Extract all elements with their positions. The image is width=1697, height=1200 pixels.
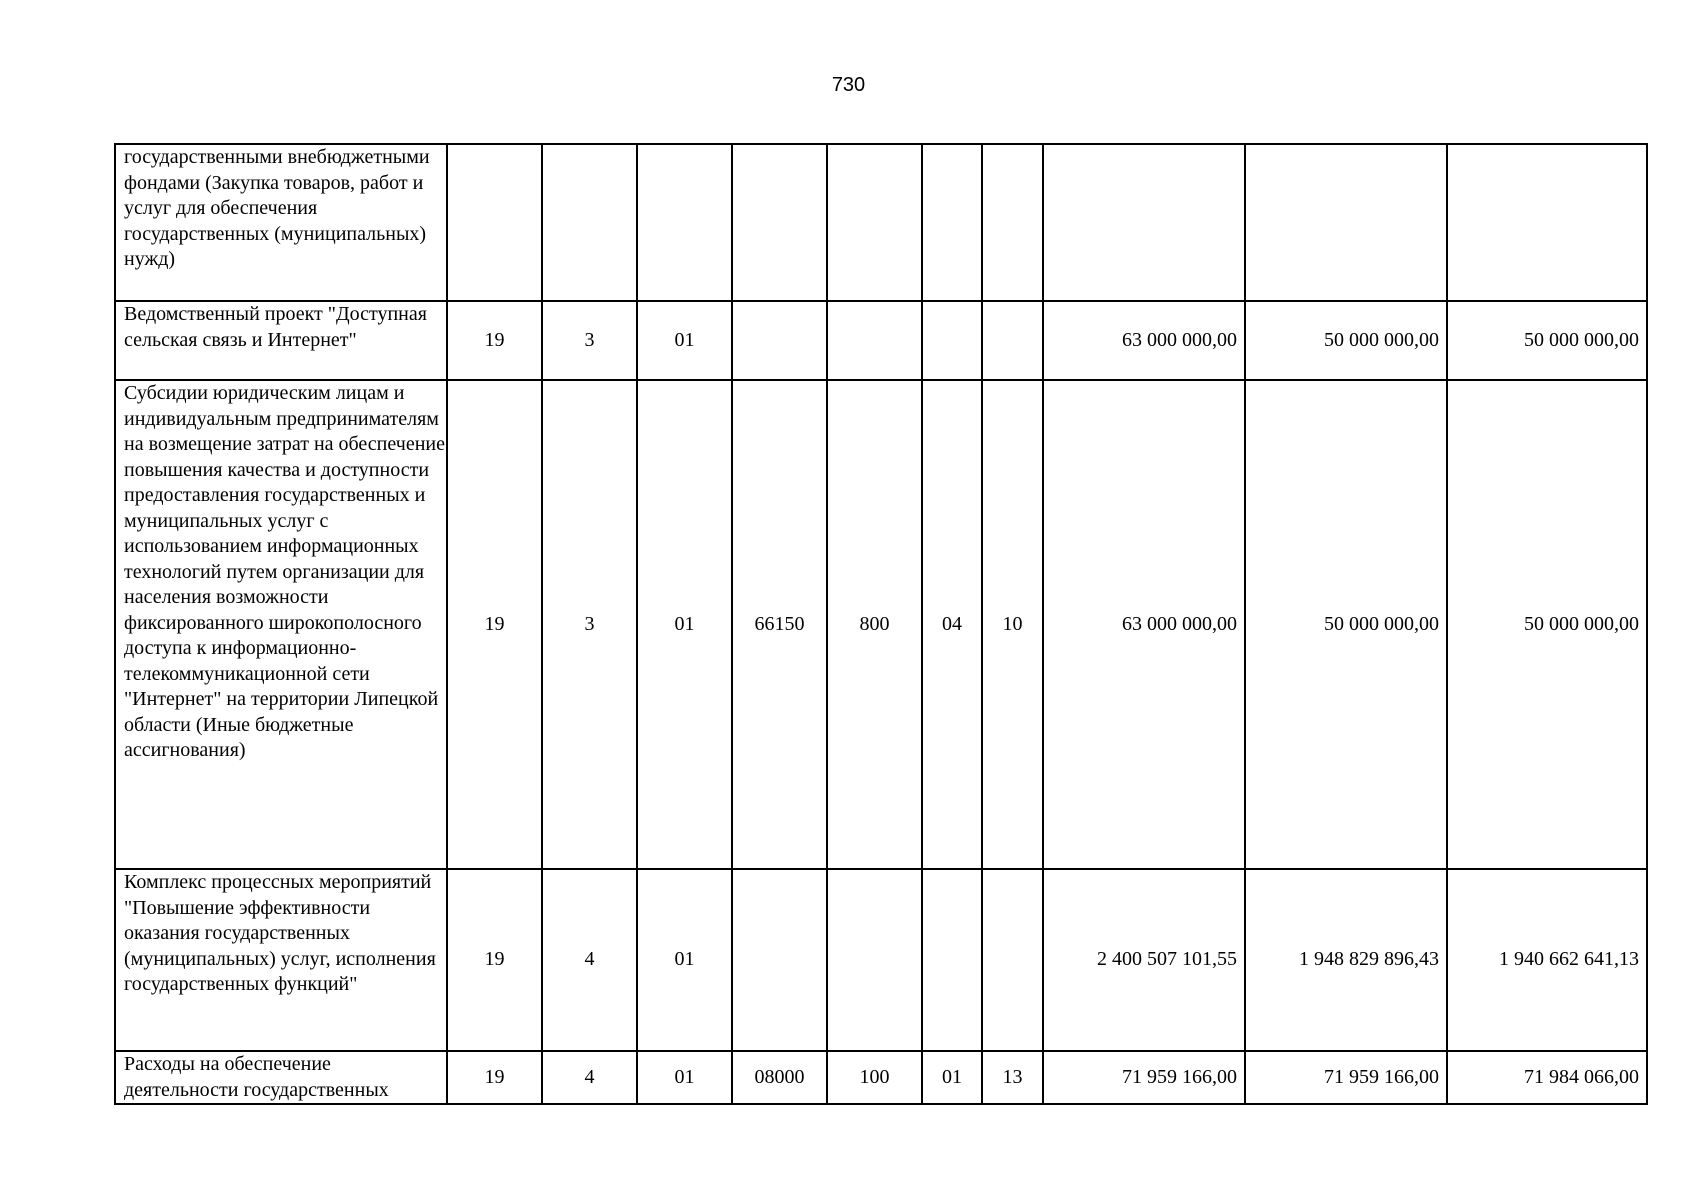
event-code: 01	[637, 869, 732, 1051]
amount-year-1: 2 400 507 101,55	[1043, 869, 1245, 1051]
expense-type-code: 100	[827, 1051, 922, 1104]
expense-type-code	[827, 301, 922, 380]
subsection-code	[982, 301, 1043, 380]
table-row	[115, 1051, 1647, 1104]
page-number: 730	[831, 74, 866, 96]
program-code	[447, 144, 542, 301]
amount-year-1	[1043, 144, 1245, 301]
program-code: 19	[447, 869, 542, 1051]
event-code: 01	[637, 380, 732, 869]
expense-type-code	[827, 144, 922, 301]
section-code: 01	[922, 1051, 982, 1104]
subsection-code: 10	[982, 380, 1043, 869]
row-name: государственными внебюджетными фондами (Закупка товаров, работ и услуг для обеспечения государственных (муниципальных) нужд)	[115, 144, 447, 301]
row-name: Субсидии юридическим лицам и индивидуальным предпринимателям на возмещение затрат на обеспечение повышения качества и доступности предоставления государственных и муниципальных услуг с использованием информационных технологий путем организации для населения возможности фиксированного широкополосного доступа к информационно-телекоммуникационной сети "Интернет" на территории Липецкой области (Иные бюджетные ассигнования)	[115, 380, 447, 869]
amount-year-2: 71 959 166,00	[1245, 1051, 1447, 1104]
section-code	[922, 869, 982, 1051]
event-code: 01	[637, 1051, 732, 1104]
direction-code: 66150	[732, 380, 827, 869]
amount-year-3: 50 000 000,00	[1447, 301, 1647, 380]
program-code: 19	[447, 1051, 542, 1104]
row-name: Расходы на обеспечение деятельности государственных	[115, 1051, 447, 1104]
table-row	[115, 380, 1647, 869]
expense-type-code	[827, 869, 922, 1051]
subprogram-code: 3	[542, 301, 637, 380]
amount-year-2	[1245, 144, 1447, 301]
amount-year-1: 63 000 000,00	[1043, 380, 1245, 869]
row-name: Комплекс процессных мероприятий "Повышение эффективности оказания государственных (муниципальных) услуг, исполнения государственных функций"	[115, 869, 447, 1051]
event-code	[637, 144, 732, 301]
amount-year-2: 50 000 000,00	[1245, 380, 1447, 869]
amount-year-1: 63 000 000,00	[1043, 301, 1245, 380]
amount-year-1: 71 959 166,00	[1043, 1051, 1245, 1104]
subsection-code: 13	[982, 1051, 1043, 1104]
subprogram-code: 4	[542, 869, 637, 1051]
program-code: 19	[447, 380, 542, 869]
direction-code	[732, 869, 827, 1051]
amount-year-2: 50 000 000,00	[1245, 301, 1447, 380]
program-code: 19	[447, 301, 542, 380]
subprogram-code	[542, 144, 637, 301]
amount-year-3: 50 000 000,00	[1447, 380, 1647, 869]
event-code: 01	[637, 301, 732, 380]
section-code: 04	[922, 380, 982, 869]
direction-code: 08000	[732, 1051, 827, 1104]
section-code	[922, 301, 982, 380]
amount-year-3: 71 984 066,00	[1447, 1051, 1647, 1104]
section-code	[922, 144, 982, 301]
row-name: Ведомственный проект "Доступная сельская связь и Интернет"	[115, 301, 447, 380]
budget-table	[114, 143, 1648, 1105]
amount-year-3: 1 940 662 641,13	[1447, 869, 1647, 1051]
subsection-code	[982, 144, 1043, 301]
amount-year-2: 1 948 829 896,43	[1245, 869, 1447, 1051]
direction-code	[732, 144, 827, 301]
subprogram-code: 3	[542, 380, 637, 869]
table-row	[115, 301, 1647, 380]
expense-type-code: 800	[827, 380, 922, 869]
amount-year-3	[1447, 144, 1647, 301]
table-row	[115, 144, 1647, 301]
subprogram-code: 4	[542, 1051, 637, 1104]
direction-code	[732, 301, 827, 380]
table-row	[115, 869, 1647, 1051]
subsection-code	[982, 869, 1043, 1051]
